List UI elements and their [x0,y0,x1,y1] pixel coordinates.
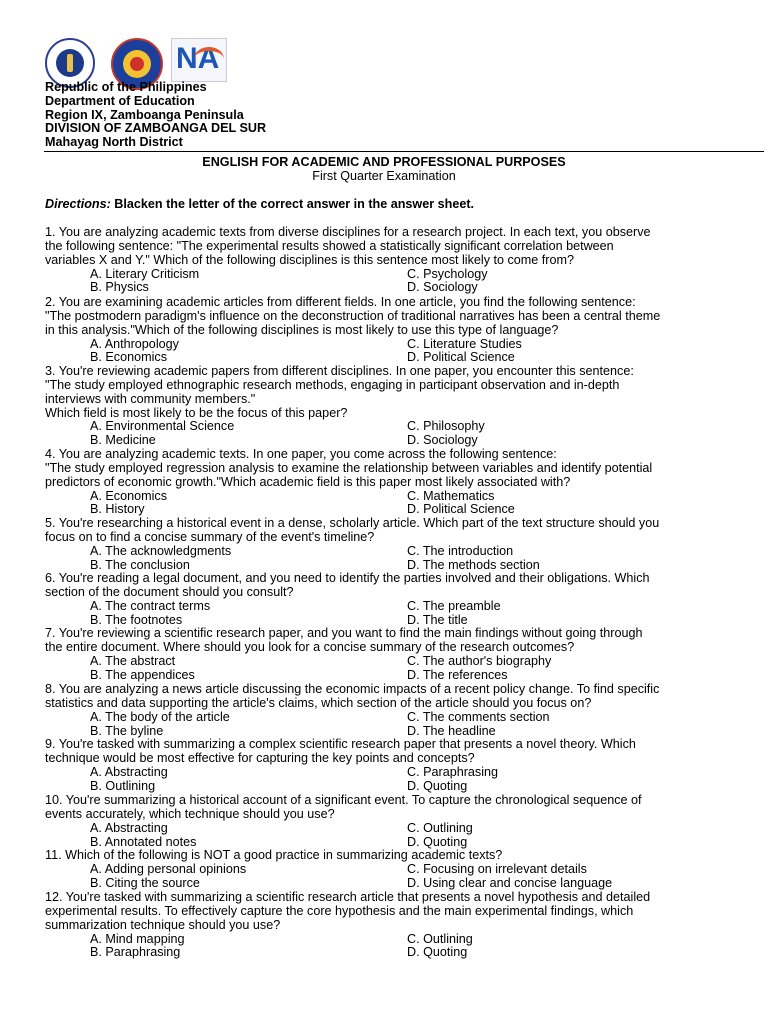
question-text: 10. You're summarizing a historical account of a significant event. To capture the chronological sequence of [45,793,642,807]
answer-option: D. Political Science [407,350,515,365]
answer-option: A. The body of the article [90,709,230,724]
answer-option: B. Paraphrasing [90,945,181,960]
answer-option: B. The footnotes [90,612,183,627]
question-text: section of the document should you consult? [45,584,294,599]
answer-option: D. Quoting [407,778,468,793]
question-text: technique would be most effective for capturing the key points and concepts? [45,750,475,765]
answer-option: C. The author's biography [407,653,552,668]
question-text: "The study employed ethnographic research methods, engaging in participant observation and in-depth [45,377,620,392]
answer-option: B. Annotated notes [90,834,197,849]
answer-option: B. The appendices [90,667,195,682]
question-text: 9. You're tasked with summarizing a complex scientific research paper that presents a novel theory. Which [45,737,636,751]
question-text: 3. You're reviewing academic papers from different disciplines. In one paper, you encounter this sentence: [45,364,634,378]
answer-option: C. Focusing on irrelevant details [407,861,587,876]
question-text: statistics and data supporting the article's claims, which section of the article should you focus on? [45,695,592,710]
answer-option: B. Economics [90,350,167,365]
question-text: 4. You are analyzing academic texts. In one paper, you come across the following sentence: [45,447,557,461]
answer-option: D. Sociology [407,433,478,448]
answer-option: B. Medicine [90,433,156,448]
question-text: predictors of economic growth."Which academic field is this paper most likely associated with? [45,474,571,489]
answer-option: B. History [90,502,145,517]
answer-option: B. Outlining [90,778,156,793]
answer-option: C. Outlining [407,820,473,835]
question-text: 12. You're tasked with summarizing a scientific research article that presents a novel hypothesis and detailed [45,890,651,904]
question-text: 8. You are analyzing a news article discussing the economic impacts of a recent policy change. To find specific [45,682,660,696]
question-text: focus on to find a concise summary of the event's timeline? [45,529,375,544]
answer-option: D. Quoting [407,945,468,960]
answer-option: A. Literary Criticism [90,266,200,281]
answer-option: D. The methods section [407,557,540,572]
answer-option: A. Abstracting [90,764,168,779]
answer-option: A. Anthropology [90,336,179,351]
exam-subtitle: First Quarter Examination [312,169,456,183]
question-text: Which field is most likely to be the focus of this paper? [45,405,348,420]
answer-option: A. Economics [90,488,167,503]
answer-option: D. Quoting [407,834,468,849]
header-line: Republic of the Philippines [45,80,207,94]
answer-option: C. The introduction [407,543,514,558]
header-line: Department of Education [45,93,195,108]
header-line: Mahayag North District [45,135,183,150]
question-text: summarization technique should you use? [45,917,281,932]
answer-option: C. Philosophy [407,419,485,434]
answer-option: D. Political Science [407,502,515,517]
answer-option: A. Abstracting [90,820,168,835]
answer-option: A. The contract terms [90,598,211,613]
header-divider [44,151,764,152]
header-line: Region IX, Zamboanga Peninsula [45,107,244,122]
answer-option: C. Mathematics [407,488,495,503]
question-text: interviews with community members." [45,391,256,406]
na-logo-mark: NA [176,42,220,75]
answer-option: D. Using clear and concise language [407,875,613,890]
directions-label: Directions: [45,197,111,211]
na-logo [171,38,227,82]
school-header [45,81,266,150]
question-text: in this analysis."Which of the following disciplines is most likely to use this type of language? [45,322,559,337]
answer-option: C. Psychology [407,266,488,281]
question-text: the entire document. Where should you look for a concise summary of the research outcomes? [45,639,575,654]
answer-option: A. The acknowledgments [90,543,232,558]
answer-option: C. The preamble [407,598,501,613]
question-text: 5. You're researching a historical event in a dense, scholarly article. Which part of the text structure should you [45,516,660,530]
directions [45,198,474,212]
answer-option: C. Outlining [407,931,473,946]
answer-option: A. The abstract [90,653,176,668]
question-text: the following sentence: "The experimental results showed a statistically significant correlation between [45,238,614,253]
answer-option: A. Mind mapping [90,931,185,946]
answer-option: C. Literature Studies [407,336,522,351]
header-line: DIVISION OF ZAMBOANGA DEL SUR [45,121,267,136]
question-text: 11. Which of the following is NOT a good practice in summarizing academic texts? [45,848,503,862]
question-text: 1. You are analyzing academic texts from diverse disciplines for a research project. In each text, you observe [45,225,651,239]
answer-option: C. The comments section [407,709,550,724]
directions-text: Blacken the letter of the correct answer in the answer sheet. [110,197,475,211]
answer-option: D. The title [407,612,468,627]
answer-option: A. Adding personal opinions [90,861,247,876]
answer-option: B. The conclusion [90,557,190,572]
question-text: variables X and Y." Which of the following disciplines is this sentence most likely to come from? [45,252,574,267]
question-text: events accurately, which technique should you use? [45,806,335,821]
question-text: 6. You're reading a legal document, and you need to identify the parties involved and their obligations. Which [45,571,650,585]
question-text: 7. You're reviewing a scientific research paper, and you want to find the main findings without going through [45,626,643,640]
answer-option: B. Physics [90,280,149,295]
question-text: 2. You are examining academic articles from different fields. In one article, you find the following sentence: [45,295,636,309]
answer-option: D. Sociology [407,280,478,295]
question-text: experimental results. To effectively capture the core hypothesis and the main experimental findings, which [45,903,634,918]
answer-option: D. The references [407,667,508,682]
answer-option: C. Paraphrasing [407,764,499,779]
answer-option: B. Citing the source [90,875,200,890]
answer-option: B. The byline [90,723,164,738]
question-text: "The postmodern paradigm's influence on the deconstruction of traditional narratives has been a central theme [45,308,661,323]
answer-option: A. Environmental Science [90,419,235,434]
answer-option: D. The headline [407,723,496,738]
exam-subject-title: ENGLISH FOR ACADEMIC AND PROFESSIONAL PURPOSES [202,155,566,169]
question-text: "The study employed regression analysis to examine the relationship between variables and identify potential [45,460,653,475]
